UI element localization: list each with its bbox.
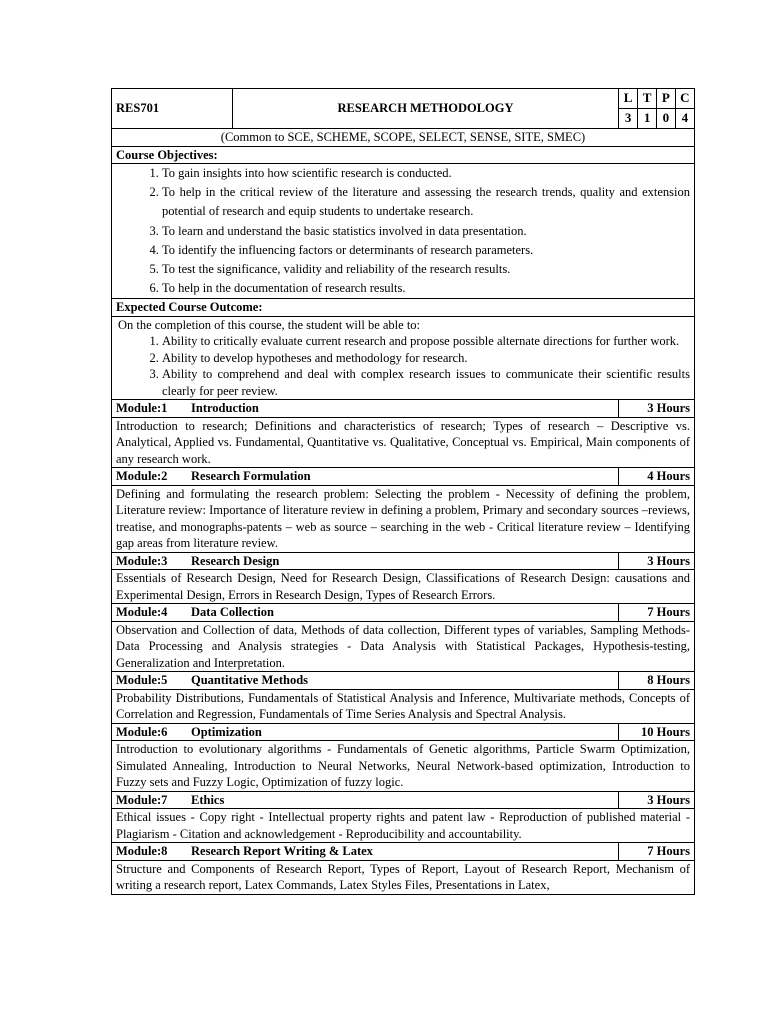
ltpc-header-t: T [638, 89, 657, 109]
module-label: Module:3 [116, 553, 168, 568]
module-header-row [112, 791, 695, 809]
module-content: Probability Distributions, Fundamentals of Statistical Analysis and Inference, Multivariate methods, Concepts of Correlation and Regression, Fundamentals of Time Series Analysis and Spectral Analysis. [112, 689, 695, 723]
module-hours: 10 Hours [619, 723, 695, 741]
module-content-row [112, 570, 695, 604]
module-name: Quantitative Methods [191, 673, 309, 688]
module-header-row [112, 672, 695, 690]
module-name: Optimization [191, 724, 262, 739]
module-header-row [112, 400, 695, 418]
course-title: RESEARCH METHODOLOGY [233, 89, 619, 129]
module-label: Module:8 [116, 844, 168, 859]
module-title-cell [112, 400, 619, 418]
ltpc-header-l: L [619, 89, 638, 109]
module-content-row [112, 689, 695, 723]
ltpc-cell [619, 89, 695, 129]
outcomes-heading: Expected Course Outcome: [112, 299, 695, 317]
syllabus-sheet [111, 88, 694, 895]
objectives-cell [112, 164, 695, 299]
module-title-cell [112, 791, 619, 809]
module-label: Module:5 [116, 673, 168, 688]
module-hours: 3 Hours [619, 552, 695, 570]
module-name: Research Design [191, 553, 280, 568]
module-label: Module:6 [116, 724, 168, 739]
outcome-item: 3. Ability to comprehend and deal with complex research issues to communicate their scientific results clearly for peer review. [162, 366, 690, 399]
module-name: Research Formulation [191, 469, 311, 484]
module-hours: 7 Hours [619, 604, 695, 622]
module-content: Observation and Collection of data, Methods of data collection, Different types of variables, Sampling Methods- Data Processing and Analysis strategies - Data Analysis with Statistical Packages, Hypothesis-testing, Generalization and Interpretation. [112, 621, 695, 672]
module-content-row [112, 741, 695, 792]
outcomes-list [116, 333, 690, 399]
module-header-row [112, 552, 695, 570]
ltpc-value-p: 0 [657, 109, 676, 129]
module-name: Introduction [191, 401, 259, 416]
ltpc-value-c: 4 [675, 109, 694, 129]
module-content-row [112, 860, 695, 894]
module-content: Introduction to evolutionary algorithms - Fundamentals of Genetic algorithms, Particle Swarm Optimization, Simulated Annealing, Introduction to Neural Networks, Neural Network-based optimization, Introduction to Fuzzy sets and Fuzzy Logic, Optimization of fuzzy logic. [112, 741, 695, 792]
module-content: Structure and Components of Research Report, Types of Report, Layout of Research Report, Mechanism of writing a research report, Latex Commands, Latex Styles Files, Presentations in Latex, [112, 860, 695, 894]
module-title-cell [112, 552, 619, 570]
module-title-cell [112, 843, 619, 861]
module-content-row [112, 809, 695, 843]
module-hours: 3 Hours [619, 791, 695, 809]
objective-item: 4. To identify the influencing factors or determinants of research parameters. [162, 241, 690, 260]
module-content: Introduction to research; Definitions and characteristics of research; Types of research – Descriptive vs. Analytical, Applied vs. Fundamental, Quantitative vs. Qualitative, Conceptual vs. Empirical, Main components of any research work. [112, 417, 695, 468]
objective-item: 6. To help in the documentation of research results. [162, 279, 690, 298]
module-content-row [112, 485, 695, 552]
module-content-row [112, 621, 695, 672]
common-to-line: (Common to SCE, SCHEME, SCOPE, SELECT, SENSE, SITE, SMEC) [112, 129, 695, 147]
ltpc-grid [619, 89, 694, 128]
module-header-row [112, 604, 695, 622]
module-content: Defining and formulating the research problem: Selecting the problem - Necessity of defining the problem, Literature review: Importance of literature review in defining a problem, Primary and secondary sources –reviews, treatise, and monographs-patents – web as source – searching in the web - Critical literature review – Identifying gap areas from literature review. [112, 485, 695, 552]
ltpc-header-p: P [657, 89, 676, 109]
outcomes-intro: On the completion of this course, the student will be able to: [118, 317, 421, 332]
module-header-row [112, 468, 695, 486]
course-code: RES701 [112, 89, 233, 129]
module-title-cell [112, 468, 619, 486]
module-hours: 4 Hours [619, 468, 695, 486]
objective-item: 5. To test the significance, validity and reliability of the research results. [162, 260, 690, 279]
module-label: Module:2 [116, 469, 168, 484]
objectives-heading: Course Objectives: [112, 146, 695, 164]
module-title-cell [112, 672, 619, 690]
module-title-cell [112, 723, 619, 741]
module-label: Module:7 [116, 792, 168, 807]
module-hours: 3 Hours [619, 400, 695, 418]
module-title-cell [112, 604, 619, 622]
outcome-item: 1. Ability to critically evaluate current research and propose possible alternate directions for further work. [162, 333, 690, 350]
objectives-list [116, 164, 690, 298]
module-label: Module:1 [116, 401, 168, 416]
objective-item: 3. To learn and understand the basic statistics involved in data presentation. [162, 222, 690, 241]
syllabus-table [111, 88, 695, 895]
ltpc-header-c: C [675, 89, 694, 109]
module-header-row [112, 723, 695, 741]
module-name: Research Report Writing & Latex [191, 844, 373, 859]
module-hours: 7 Hours [619, 843, 695, 861]
module-header-row [112, 843, 695, 861]
module-name: Data Collection [191, 605, 274, 620]
module-hours: 8 Hours [619, 672, 695, 690]
module-content: Essentials of Research Design, Need for Research Design, Classifications of Research Design: causations and Experimental Design, Errors in Research Design, Types of Research Errors. [112, 570, 695, 604]
module-content: Ethical issues - Copy right - Intellectual property rights and patent law - Reproduction of published material - Plagiarism - Citation and acknowledgement - Reproducibility and accountability. [112, 809, 695, 843]
outcome-item: 2. Ability to develop hypotheses and methodology for research. [162, 350, 690, 367]
ltpc-value-t: 1 [638, 109, 657, 129]
objective-item: 1. To gain insights into how scientific research is conducted. [162, 164, 690, 183]
module-label: Module:4 [116, 605, 168, 620]
ltpc-value-l: 3 [619, 109, 638, 129]
outcomes-cell [112, 316, 695, 400]
objective-item: 2. To help in the critical review of the literature and assessing the research trends, quality and extension potential of research and equip students to undertake research. [162, 183, 690, 221]
module-name: Ethics [191, 792, 225, 807]
module-content-row [112, 417, 695, 468]
